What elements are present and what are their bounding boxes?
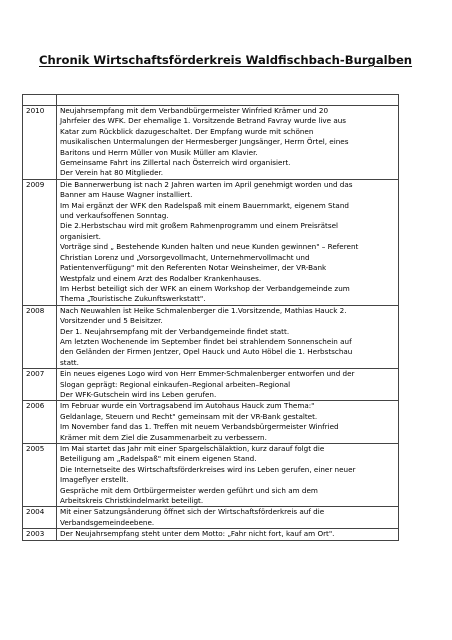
document-title: Chronik Wirtschaftsförderkreis Waldfischbach-Burgalben	[39, 53, 413, 67]
event-text-line: Westpfalz und einem Arzt des Rodalber Krankenhauses.	[60, 273, 262, 283]
event-text-line: Im Februar wurde ein Vortragsabend im Autohaus Hauck zum Thema:"	[60, 401, 315, 411]
event-text-line: Die Internetseite des Wirtschaftsförderkreises wird ins Leben gerufen, einer neuer	[60, 464, 356, 474]
event-text-line: Der Neujahrsempfang steht unter dem Motto: „Fahr nicht fort, kauf am Ort".	[60, 529, 335, 539]
event-text-line: Die Bannerwerbung ist nach 2 Jahren warten im April genehmigt worden und das	[60, 179, 353, 189]
table-row	[23, 369, 399, 401]
event-text-cell	[57, 106, 399, 180]
event-text-line: Im November fand das 1. Treffen mit neuem Verbandsbürgermeister Winfried	[60, 422, 339, 432]
year-cell: 2003	[23, 529, 57, 540]
event-text-line: Die 2.Herbstschau wird mit großem Rahmenprogramm und einem Preisrätsel	[60, 221, 339, 231]
event-text-line: musikalischen Untermalungen der Hermesberger Jungsänger, Herrn Örtel, eines	[60, 137, 349, 147]
event-text-line: Gespräche mit dem Ortbürgermeister werden geführt und sich am dem	[60, 485, 318, 495]
event-text-line: Geldanlage, Steuern und Recht" gemeinsam mit der VR-Bank gestaltet.	[60, 411, 318, 421]
year-cell: 2010	[23, 106, 57, 180]
year-cell: 2006	[23, 401, 57, 444]
event-text-line: Im Mai startet das Jahr mit einer Spargelschälaktion, kurz darauf folgt die	[60, 444, 325, 453]
event-text-line: Am letzten Wochenende im September findet bei strahlendem Sonnenschein auf	[60, 336, 352, 346]
event-text-line: Vorsitzender und 5 Beisitzer.	[60, 316, 163, 326]
event-text-line: Thema „Touristische Zukunftswerkstatt".	[60, 294, 206, 304]
event-text-cell	[57, 179, 399, 305]
event-text-line: und verkaufsoffenen Sonntag.	[60, 211, 169, 221]
event-text-line: Beteiligung am „Radelspaß" mit einem eigenen Stand.	[60, 454, 257, 464]
table-row	[23, 106, 399, 180]
table-row	[23, 507, 399, 529]
event-text-cell	[57, 305, 399, 368]
event-text-line: Krämer mit dem Ziel die Zusammenarbeit zu verbessern.	[60, 432, 267, 442]
table-row	[23, 179, 399, 305]
event-text-line: Baritons und Herrn Müller von Musik Müller am Klavier.	[60, 147, 258, 157]
event-text-line: den Geländen der Firmen Jentzer, Opel Hauck und Auto Höbel die 1. Herbstschau	[60, 347, 353, 357]
event-text-line: Im Herbst beteiligt sich der WFK an einem Workshop der Verbandgemeinde zum	[60, 283, 350, 293]
event-text-line: Arbeitskreis Christkindelmarkt beteiligt.	[60, 496, 204, 506]
event-text-line: Vorträge sind „ Bestehende Kunden halten und neue Kunden gewinnen" – Referent	[60, 242, 359, 252]
chronicle-table	[22, 94, 399, 541]
event-text-line: Im Mai ergänzt der WFK den Radelspaß mit einem Bauernmarkt, eigenem Stand	[60, 200, 349, 210]
table-row	[23, 305, 399, 368]
event-text-line: Der WFK-Gutschein wird ins Leben gerufen.	[60, 389, 217, 399]
event-text-line: Neujahrsempfang mit dem Verbandbürgermeister Winfried Krämer und 20	[60, 106, 329, 115]
event-text-cell	[57, 529, 399, 540]
event-text-line: Patientenverfügung" mit den Referenten Notar Weinsheimer, der VR-Bank	[60, 263, 327, 273]
year-cell: 2007	[23, 369, 57, 401]
table-row	[23, 401, 399, 444]
table-row	[23, 529, 399, 540]
event-text-line: Katar zum Rückblick dazugeschaltet. Der Empfang wurde mit schönen	[60, 126, 314, 136]
event-text-line: Mit einer Satzungsänderung öffnet sich der Wirtschaftsförderkreis auf die	[60, 507, 325, 517]
year-cell: 2004	[23, 507, 57, 529]
table-header-row	[23, 95, 399, 106]
event-text-cell	[57, 369, 399, 401]
chronicle-table-body	[23, 95, 399, 541]
event-text-line: Verbandsgemeindeebene.	[60, 517, 155, 527]
event-text-cell	[57, 444, 399, 507]
event-text-cell	[57, 401, 399, 444]
year-cell: 2009	[23, 179, 57, 305]
event-text-line: organisiert.	[60, 231, 101, 241]
event-text-line: statt.	[60, 357, 79, 367]
event-text-line: Nach Neuwahlen ist Heike Schmalenberger die 1.Vorsitzende, Mathias Hauck 2.	[60, 305, 347, 315]
event-text-line: Der Verein hat 80 Mitglieder.	[60, 168, 164, 178]
event-text-line: Imageflyer erstellt.	[60, 475, 129, 485]
table-row	[23, 444, 399, 507]
header-year-cell	[23, 95, 57, 106]
event-text-cell	[57, 507, 399, 529]
event-text-line: Ein neues eigenes Logo wird von Herr Emmer-Schmalenberger entworfen und der	[60, 369, 355, 379]
event-text-line: Slogan geprägt: Regional einkaufen–Regional arbeiten–Regional	[60, 379, 291, 389]
year-cell: 2005	[23, 444, 57, 507]
event-text-line: Jahrfeier des WFK. Der ehemalige 1. Vorsitzende Betrand Favray wurde live aus	[60, 116, 347, 126]
year-cell: 2008	[23, 305, 57, 368]
header-text-cell	[57, 95, 399, 106]
event-text-line: Der 1. Neujahrsempfang mit der Verbandgemeinde findet statt.	[60, 326, 290, 336]
event-text-line: Banner am Hause Wagner installiert.	[60, 190, 193, 200]
event-text-line: Gemeinsame Fahrt ins Zillertal nach Österreich wird organisiert.	[60, 158, 291, 168]
event-text-line: Christian Lorenz und „Vorsorgevollmacht, Unternehmervollmacht und	[60, 252, 310, 262]
